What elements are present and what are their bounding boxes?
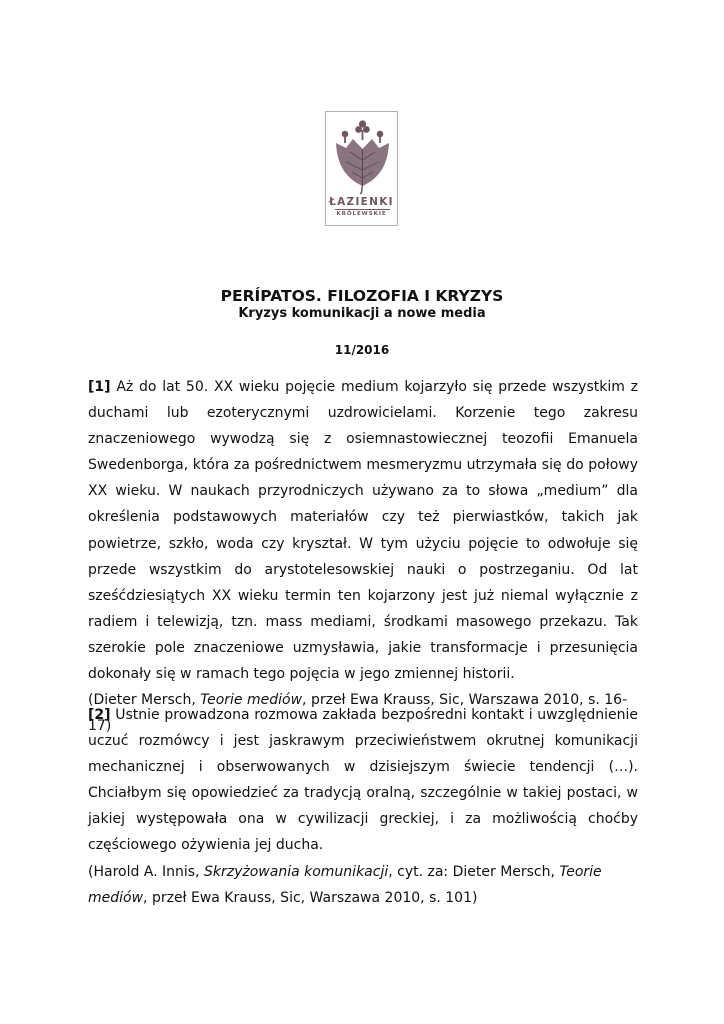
citation-title: Teorie mediów — [200, 692, 303, 709]
paragraph-1 — [88, 374, 638, 739]
paragraph-number: [1] — [88, 379, 111, 395]
citation — [88, 859, 638, 911]
document-title: PERÍPATOS. FILOZOFIA I KRYZYS — [220, 287, 504, 305]
paragraph-2 — [88, 702, 638, 911]
issue-number: 11/2016 — [334, 343, 390, 357]
paragraph-text: Ustnie prowadzona rozmowa zakłada bezpośredni kontakt i uwzględnienie uczuć rozmówcy i jest jaskrawym przeciwieństwem okrutnej komunikacji mechanicznej i obserwowanych w dzisiejszym świecie tendencji (…). Chciałbym się opowiedzieć za tradycją oralną, szczególnie w takiej postaci, w jakiej występowała ona w cywilizacji greckiej, i za możliwością choćby częściowego ożywienia jej ducha. — [88, 707, 638, 854]
citation-details: , przeł Ewa Krauss, Sic, Warszawa 2010, s. 101) — [143, 889, 478, 906]
logo-text-krolewskie: KRÓLEWSKIE — [336, 211, 387, 217]
document-subtitle: Kryzys komunikacji a nowe media — [238, 306, 486, 321]
lazienki-krolewskie-logo — [325, 111, 398, 226]
citation-details: , przeł Ewa Krauss, Sic, Warszawa 2010, s. 16-17) — [88, 692, 628, 735]
citation-author: (Dieter Mersch, — [88, 692, 201, 709]
paragraph-text: Aż do lat 50. XX wieku pojęcie medium kojarzyło się przede wszystkim z duchami lub ezoterycznymi uzdrowicielami. Korzenie tego zakresu znaczeniowego wywodzą się z osiemnastowiecznej teozofii Emanuela Swedenborga, która za pośrednictwem mesmeryzmu utrzymała się do połowy XX wieku. W naukach przyrodniczych używano za to słowa „medium” dla określenia podstawowych materiałów czy też pierwiastków, takich jak powietrze, szkło, woda czy kryształ. W tym użyciu pojęcie to odwołuje się przede wszystkim do arystotelesowskiej nauki o postrzeganiu. Od lat sześćdziesiątych XX wieku termin ten kojarzony jest już niemal wyłącznie z radiem i telewizją, tzn. mass mediami, środkami masowego przekazu. Tak szerokie pole znaczeniowe uzmysławia, jakie transformacje i przesunięcia dokonały się w ramach tego pojęcia w jego zmiennej historii. — [88, 379, 638, 683]
paragraph-number: [2] — [88, 707, 111, 723]
logo-divider — [335, 209, 390, 210]
logo-text-lazienki: ŁAZIENKI — [329, 196, 394, 208]
citation-title-2: Teorie mediów — [88, 863, 602, 906]
citation-source: , cyt. za: Dieter Mersch, — [388, 863, 560, 880]
citation-author: (Harold A. Innis, — [88, 863, 204, 880]
citation-title: Skrzyżowania komunikacji — [204, 863, 389, 880]
